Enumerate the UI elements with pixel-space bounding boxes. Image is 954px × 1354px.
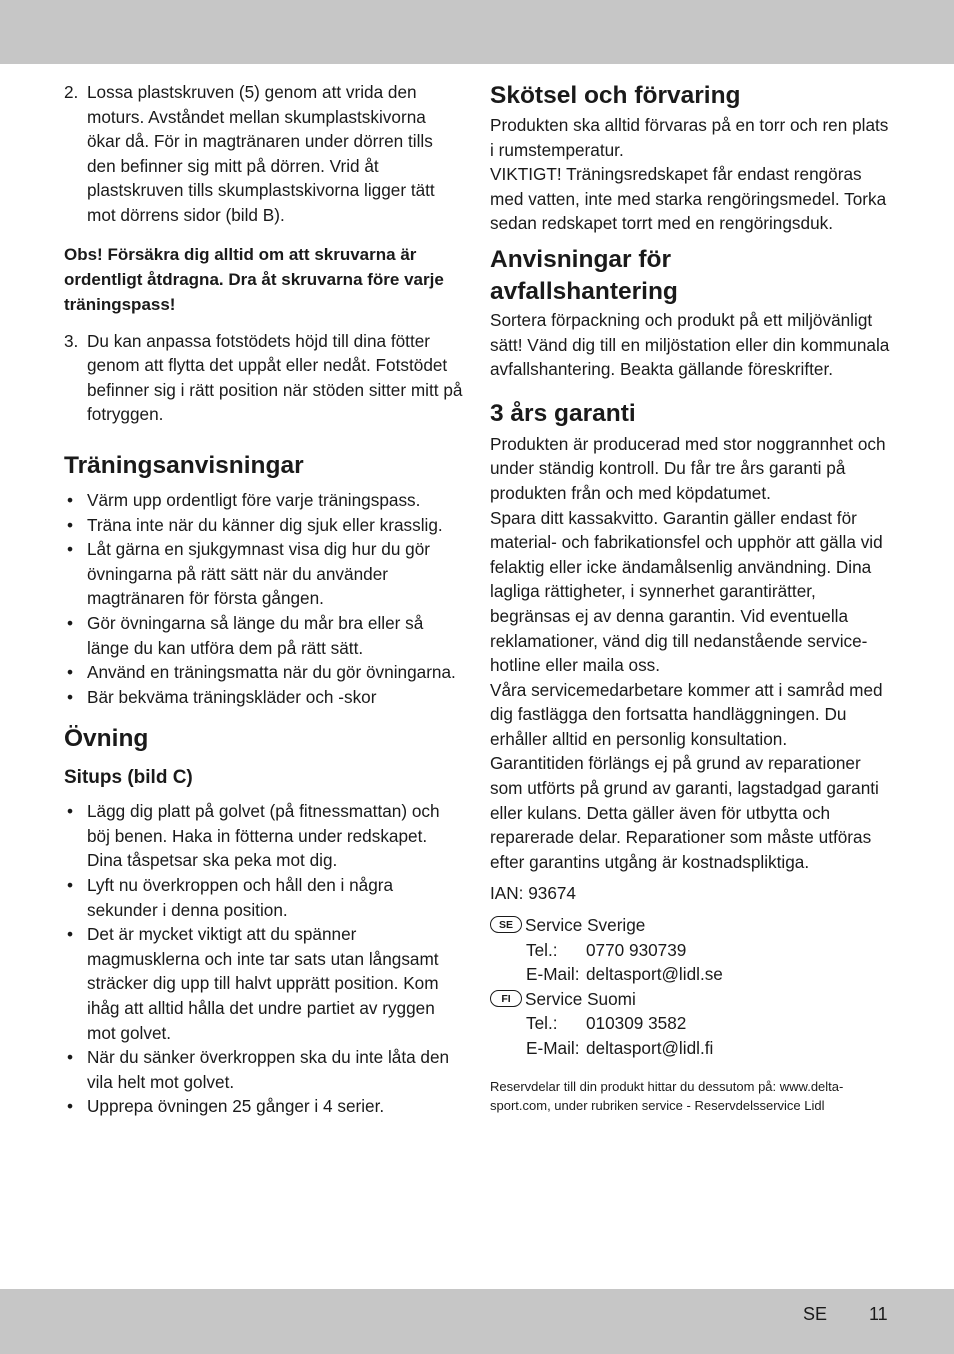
step-2 <box>64 80 464 228</box>
list-item: • När du sänker överkroppen ska du inte låta den vila helt mot golvet. <box>64 1045 464 1094</box>
warranty-text: Spara ditt kassakvitto. Garantin gäller endast för material- och fabrikationsfel och upphör att gälla vid felaktig eller icke ändamålsenlig användning. Dina lagliga rättigheter, i synnerhet garantirätter, begränsas ej av denna garantin. Vid eventuella reklamationer, vänd dig till nedanstående service-hotline eller maila oss. <box>490 507 883 676</box>
page-number: 11 <box>869 1304 888 1324</box>
warning-note: Obs! Försäkra dig alltid om att skruvarna är ordentligt åtdragna. Dra åt skruvarna före varje träningspass! <box>64 244 444 314</box>
service-finland <box>490 987 890 1061</box>
list-item: • Lägg dig platt på golvet (på fitnessmattan) och böj benen. Haka in fötterna under redskapet. Dina tåspetsar ska peka mot dig. <box>64 799 464 873</box>
header-bar <box>0 0 954 64</box>
list-item: • Upprepa övningen 25 gånger i 4 serier. <box>64 1094 464 1119</box>
list-item: • Värm upp ordentligt före varje träningspass. <box>64 488 464 513</box>
tel-number: 0770 930739 <box>586 939 687 960</box>
step-number: 3. <box>64 330 79 351</box>
care-text: Produkten ska alltid förvaras på en torr och ren plats i rumstemperatur. <box>490 115 889 160</box>
situps-heading: Situps (bild C) <box>64 767 193 789</box>
disposal-text: Sortera förpackning och produkt på ett miljövänligt sätt! Vänd dig till en miljöstation eller din kommunala avfallshantering. Beakta gällande föreskrifter. <box>490 309 890 380</box>
list-item: • Använd en träningsmatta när du gör övningarna. <box>64 660 464 685</box>
exercise-heading: Övning <box>64 725 149 753</box>
spare-parts-note: Reservdelar till din produkt hittar du dessutom på: www.delta-sport.com, under rubriken service - Reservdelsservice Lidl <box>490 1078 844 1114</box>
service-sweden <box>490 913 890 987</box>
warranty-text: Våra servicemedarbetare kommer att i samråd med dig fastlägga den fortsatta handläggningen. Du erhåller alltid en personlig konsultation. <box>490 679 883 749</box>
training-heading: Träningsanvisningar <box>64 451 304 479</box>
country-badge: SE <box>490 916 522 933</box>
list-item: • Lyft nu överkroppen och håll den i några sekunder i denna position. <box>64 873 464 922</box>
assembly-steps-cont <box>64 329 464 427</box>
mail-address: deltasport@lidl.se <box>586 964 723 985</box>
situps-list <box>64 799 464 1119</box>
list-item: • Träna inte när du känner dig sjuk eller krasslig. <box>64 513 464 538</box>
tel-number: 010309 3582 <box>586 1013 687 1034</box>
step-number: 2. <box>64 82 79 102</box>
mail-label: E-Mail: <box>526 1038 580 1058</box>
list-item: • Gör övningarna så länge du mår bra eller så länge du kan utföra dem på rätt sätt. <box>64 611 464 660</box>
step-text: Lossa plastskruven (5) genom att vrida den moturs. Avståndet mellan skumplastskivorna ökar då. För in magtränaren under dörren tills den befinner sig mitt på dörren. Vrid åt plastskruven tills skumplastskivorna ligger tätt mot dörrens sidor (bild B). <box>87 82 435 225</box>
service-name: Service Suomi <box>525 988 636 1009</box>
warranty-text: Produkten är producerad med stor noggrannhet och under ständig kontroll. Du får tre års garanti på produkten från och med köpdatumet. <box>490 433 886 503</box>
warranty-text: Garantitiden förlängs ej på grund av reparationer som utförts på grund av garanti, lagstadgad garanti eller kulans. Detta gäller även för utbytta och reparerade delar. Reparationer som måste utföras efter garantins utgång är kostnadspliktiga. <box>490 753 879 872</box>
care-text: VIKTIGT! Träningsredskapet får endast rengöras med vatten, inte med starka rengöringsmedel. Torka sedan redskapet torrt med en rengöringsduk. <box>490 164 887 234</box>
footer-language: SE <box>803 1304 828 1324</box>
service-name: Service Sverige <box>525 915 646 936</box>
country-badge: FI <box>490 990 522 1007</box>
assembly-steps <box>64 80 464 228</box>
tel-label: Tel.: <box>526 939 558 960</box>
tel-label: Tel.: <box>526 1013 558 1034</box>
list-item: • Låt gärna en sjukgymnast visa dig hur du gör övningarna på rätt sätt när du använder magtränaren för första gången. <box>64 537 464 611</box>
mail-address: deltasport@lidl.fi <box>586 1038 714 1058</box>
left-column <box>64 80 464 1119</box>
step-text: Du kan anpassa fotstödets höjd till dina fötter genom att flytta det uppåt eller nedåt. Fotstödet befinner sig i rätt position när stöden sitter mitt på fotryggen. <box>87 330 463 425</box>
mail-label: E-Mail: <box>526 964 580 985</box>
step-3 <box>64 329 464 427</box>
warranty-heading: 3 års garanti <box>490 399 636 427</box>
list-item: • Bär bekväma träningskläder och -skor <box>64 685 464 710</box>
list-item: • Det är mycket viktigt att du spänner magmusklerna och inte tar sats utan långsamt sträcker dig upp till halvt upprätt position. Kom ihåg att alltid hålla det undre partiet av ryggen mot golvet. <box>64 922 464 1045</box>
care-heading: Skötsel och förvaring <box>490 82 741 109</box>
ian-number: IAN: 93674 <box>490 883 576 904</box>
right-column <box>490 80 890 1116</box>
training-list <box>64 488 464 709</box>
disposal-heading: Anvisningar för avfallshantering <box>490 245 678 305</box>
